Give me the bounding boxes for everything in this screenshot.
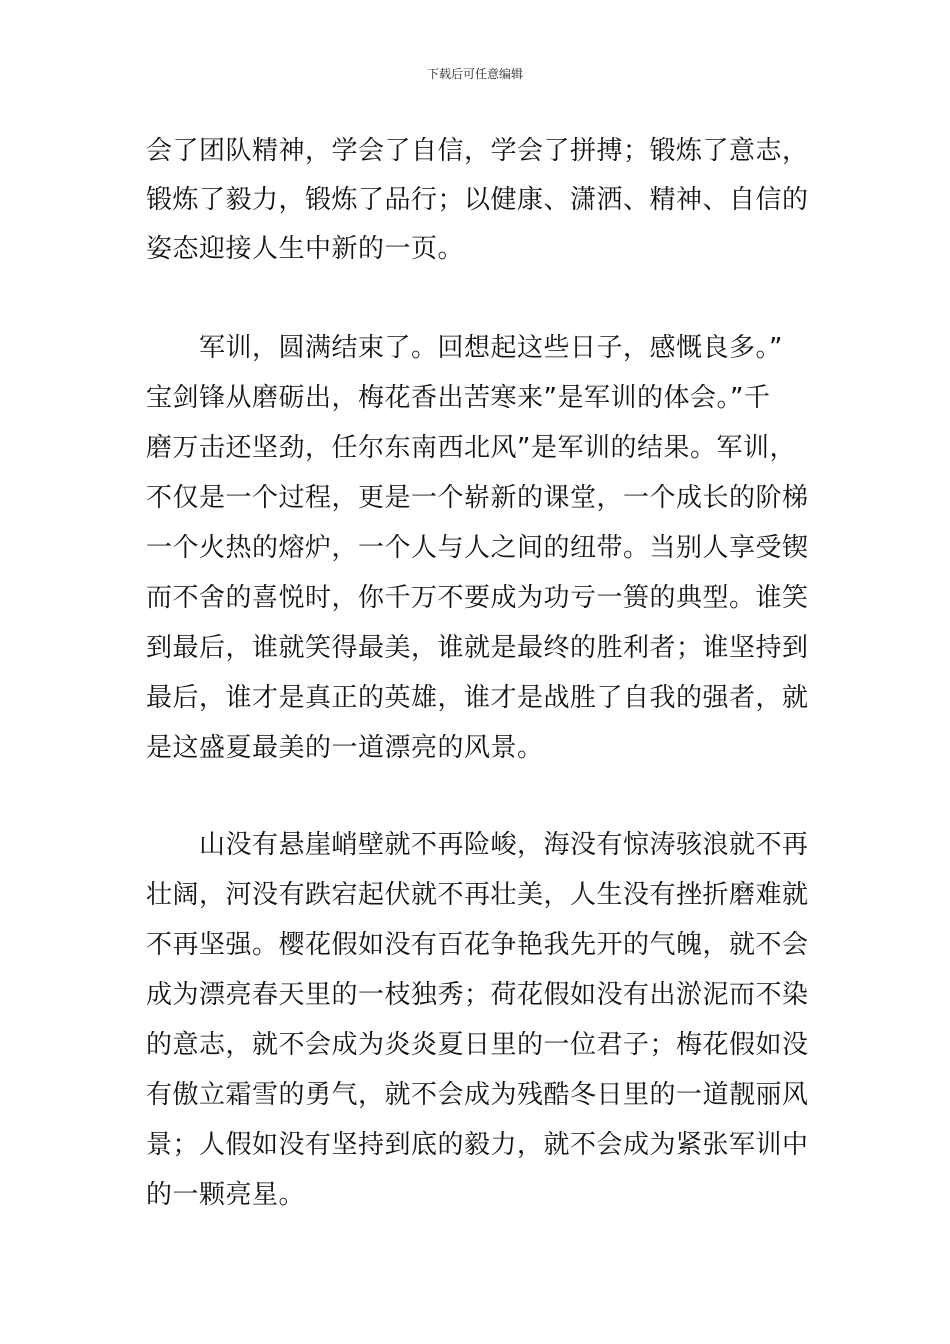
- paragraph-3-line-1: 山没有悬崖峭壁就不再险峻，海没有惊涛骇浪就不再: [146, 830, 809, 860]
- paragraph-2-line-1: 军训，圆满结束了。回想起这些日子，感慨良多。”: [146, 333, 783, 363]
- paragraph-2-line-9: 是这盛夏最美的一道漂亮的风景。: [146, 733, 544, 763]
- paragraph-2-line-6: 而不舍的喜悦时，你千万不要成为功亏一篑的典型。谁笑: [146, 583, 809, 613]
- paragraph-2-line-2: 宝剑锋从磨砺出，梅花香出苦寒来”是军训的体会。”千: [146, 383, 771, 413]
- paragraph-3-line-4: 成为漂亮春天里的一枝独秀；荷花假如没有出淤泥而不染: [146, 980, 809, 1010]
- paragraph-3-line-2: 壮阔，河没有跌宕起伏就不再壮美，人生没有挫折磨难就: [146, 880, 809, 910]
- paragraph-2-line-7: 到最后，谁就笑得最美，谁就是最终的胜利者；谁坚持到: [146, 633, 809, 663]
- paragraph-2-line-4: 不仅是一个过程，更是一个崭新的课堂，一个成长的阶梯: [146, 483, 809, 513]
- paragraph-1-line-1: 会了团队精神，学会了自信，学会了拼搏；锻炼了意志，: [146, 136, 809, 166]
- paragraph-1-line-2: 锻炼了毅力，锻炼了品行；以健康、潇洒、精神、自信的: [146, 185, 809, 215]
- paragraph-1-line-3: 姿态迎接人生中新的一页。: [146, 234, 465, 264]
- paragraph-3-line-6: 有傲立霜雪的勇气，就不会成为残酷冬日里的一道靓丽风: [146, 1080, 809, 1110]
- paragraph-2-line-3: 磨万击还坚劲，任尔东南西北风”是军训的结果。军训，: [146, 433, 796, 463]
- paragraph-3-line-8: 的一颗亮星。: [146, 1180, 306, 1210]
- paragraph-2-line-5: 一个火热的熔炉，一个人与人之间的纽带。当别人享受锲: [146, 533, 809, 563]
- paragraph-2-line-8: 最后，谁才是真正的英雄，谁才是战胜了自我的强者，就: [146, 683, 809, 713]
- paragraph-3-line-5: 的意志，就不会成为炎炎夏日里的一位君子；梅花假如没: [146, 1030, 809, 1060]
- page-header: 下载后可任意编辑: [426, 67, 523, 81]
- paragraph-3-line-3: 不再坚强。樱花假如没有百花争艳我先开的气魄，就不会: [146, 930, 809, 960]
- paragraph-3-line-7: 景；人假如没有坚持到底的毅力，就不会成为紧张军训中: [146, 1130, 809, 1160]
